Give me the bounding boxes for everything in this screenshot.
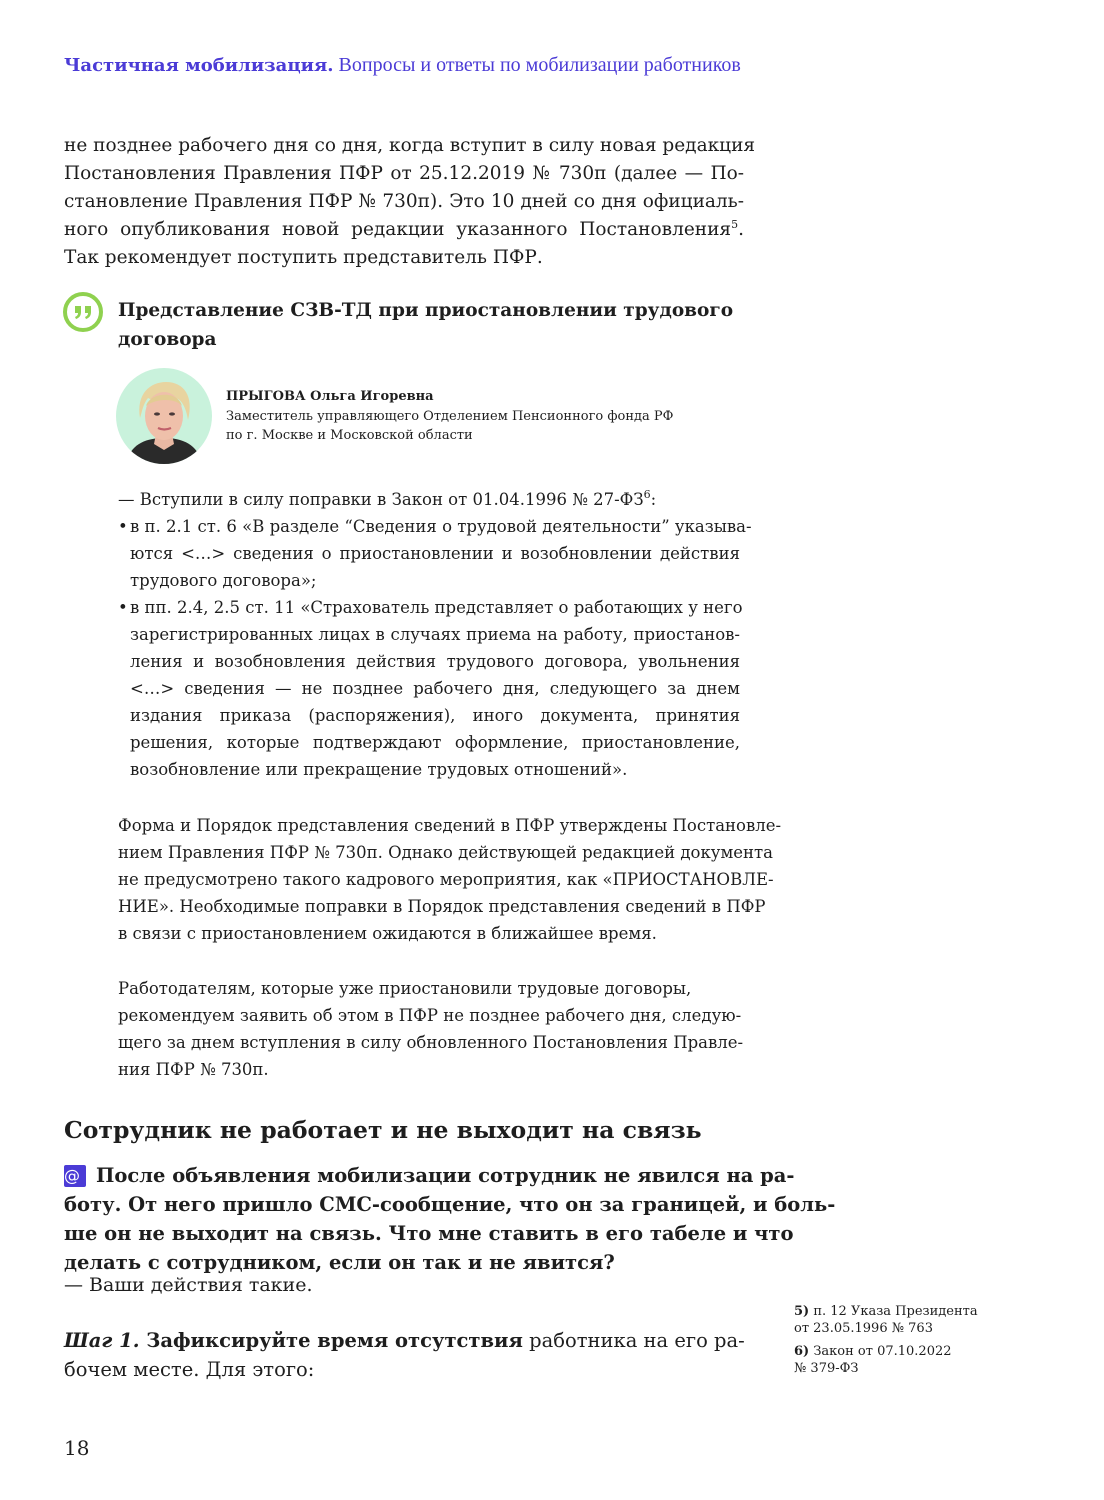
footnote-text: Закон от 07.10.2022 xyxy=(809,1344,952,1359)
quote-body xyxy=(118,486,752,783)
paragraph-line: в связи с приостановлением ожидаются в ближайшее время. xyxy=(118,924,657,943)
bullet-line: трудового договора»; xyxy=(130,571,317,590)
paragraph-line: Работодателям, которые уже приостановили трудовые договоры, xyxy=(118,979,692,998)
bullet-line: • в пп. 2.4, 2.5 ст. 11 «Страхователь представляет о работающих у него xyxy=(130,598,743,617)
paragraph-line: ния ПФР № 730п. xyxy=(118,1060,269,1079)
intro-paragraph xyxy=(64,132,756,272)
question-line: ше он не выходит на связь. Что мне ставить в его табеле и что xyxy=(64,1222,794,1245)
paragraph-line: нием Правления ПФР № 730п. Однако действующей редакцией документа xyxy=(118,843,774,862)
expert-role-line: Заместитель управляющего Отделением Пенсионного фонда РФ xyxy=(226,409,674,424)
intro-line: становление Правления ПФР № 730п). Это 10 дней со дня официаль- xyxy=(64,191,744,212)
quote-bullet xyxy=(118,594,743,783)
paragraph-line: НИЕ». Необходимые поправки в Порядок представления сведений в ПФР xyxy=(118,897,766,916)
answer-lead: — Ваши действия такие. xyxy=(64,1274,313,1296)
expert-role xyxy=(226,407,673,445)
at-icon: @ xyxy=(64,1165,86,1187)
step-title: Зафиксируйте время отсутствия xyxy=(139,1329,523,1352)
quote-title-line: договора xyxy=(118,329,217,350)
running-header xyxy=(64,54,741,77)
intro-line: не позднее рабочего дня со дня, когда вступит в силу новая редакция xyxy=(64,135,756,156)
quote-bullet xyxy=(118,513,752,594)
bullet-line: возобновление или прекращение трудовых отношений». xyxy=(130,760,628,779)
intro-text: . xyxy=(738,219,744,240)
reader-question xyxy=(64,1161,836,1277)
bullet-line: • в п. 2.1 ст. 6 «В разделе “Сведения о трудовой деятельности” указыва- xyxy=(130,517,752,536)
footnote-number: 6) xyxy=(794,1344,810,1359)
question-text: После объявления мобилизации сотрудник не явился на ра- xyxy=(96,1164,795,1187)
footnote-5 xyxy=(794,1303,994,1337)
bullet-line: ления и возобновления действия трудового договора, увольнения xyxy=(130,652,740,671)
quote-title-line: Представление СЗВ-ТД при приостановлении трудового xyxy=(118,300,734,321)
footnote-ref: 6 xyxy=(643,488,651,501)
step-line: бочем месте. Для этого: xyxy=(64,1358,315,1381)
bullet-line: <…> сведения — не позднее рабочего дня, следующего за днем xyxy=(130,679,740,698)
footnote-number: 5) xyxy=(794,1304,810,1319)
paragraph-line: Форма и Порядок представления сведений в ПФР утверждены Постановле- xyxy=(118,816,782,835)
section-heading: Сотрудник не работает и не выходит на связь xyxy=(64,1116,702,1144)
footnote-text: от 23.05.1996 № 763 xyxy=(794,1321,933,1336)
footnote-ref: 5 xyxy=(731,218,739,231)
page-number: 18 xyxy=(64,1436,90,1460)
quote-lead-text: : xyxy=(650,490,657,509)
expert-name: ПРЫГОВА Ольга Игоревна xyxy=(226,389,434,404)
footnote-text: № 379-ФЗ xyxy=(794,1361,859,1376)
footnote-6 xyxy=(794,1343,994,1377)
quote-icon xyxy=(62,291,104,333)
step-1 xyxy=(64,1326,744,1384)
bullet-line: зарегистрированных лицах в случаях приема на работу, приостанов- xyxy=(130,625,740,644)
quote-paragraph-1 xyxy=(118,812,782,947)
expert-role-line: по г. Москве и Московской области xyxy=(226,428,473,443)
intro-line: Так рекомендует поступить представитель ПФР. xyxy=(64,247,543,268)
expert-avatar xyxy=(116,368,212,464)
footnote-text: п. 12 Указа Президента xyxy=(809,1304,978,1319)
intro-text: ного опубликования новой редакции указанного Постановления xyxy=(64,219,732,240)
paragraph-line: щего за днем вступления в силу обновленного Постановления Правле- xyxy=(118,1033,744,1052)
quote-paragraph-2 xyxy=(118,975,744,1083)
paragraph-line: не предусмотрено такого кадрового мероприятия, как «ПРИОСТАНОВЛЕ- xyxy=(118,870,774,889)
question-line: делать с сотрудником, если он так и не явится? xyxy=(64,1251,615,1274)
intro-line xyxy=(64,216,744,244)
quote-title xyxy=(118,296,742,354)
question-line: боту. От него пришло СМС-сообщение, что он за границей, и боль- xyxy=(64,1193,836,1216)
expert-portrait xyxy=(116,368,212,464)
bullet-line: ются <…> сведения о приостановлении и возобновлении действия xyxy=(130,544,740,563)
header-bold: Частичная мобилизация. xyxy=(64,55,334,76)
step-label: Шаг 1. xyxy=(64,1329,140,1352)
bullet-line: решения, которые подтверждают оформление, приостановление, xyxy=(130,733,740,752)
paragraph-line: рекомендуем заявить об этом в ПФР не позднее рабочего дня, следую- xyxy=(118,1006,742,1025)
bullet-line: издания приказа (распоряжения), иного документа, принятия xyxy=(130,706,740,725)
quote-lead xyxy=(118,486,740,513)
intro-line: Постановления Правления ПФР от 25.12.2019 № 730п (далее — По- xyxy=(64,163,744,184)
header-rest: Вопросы и ответы по мобилизации работников xyxy=(333,54,741,76)
quote-lead-text: — Вступили в силу поправки в Закон от 01.04.1996 № 27-ФЗ xyxy=(118,490,644,509)
step-text: работника на его ра- xyxy=(522,1329,745,1352)
